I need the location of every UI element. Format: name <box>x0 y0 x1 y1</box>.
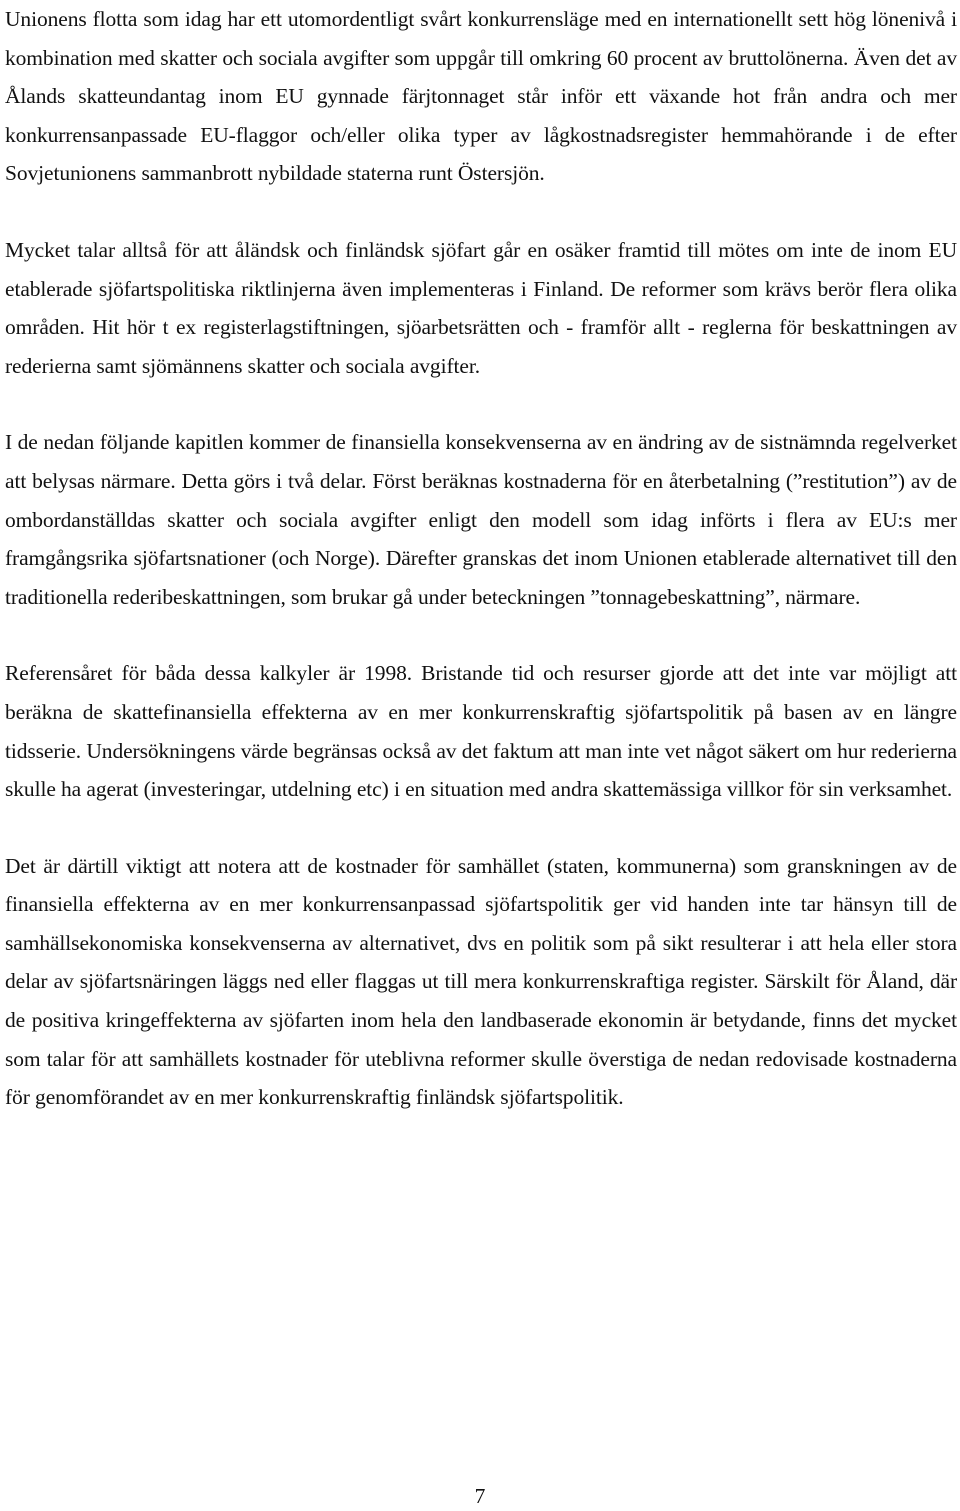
page-number: 7 <box>474 1484 486 1508</box>
paragraph-4: Referensåret för båda dessa kalkyler är 1998. Bristande tid och resurser gjorde att det inte var möjligt att beräkna de skattefinansiella effekterna av en mer konkurrenskraftig sjöfartspolitik på basen av en längre tidsserie. Undersökningens värde begränsas också av det faktum att man inte vet något säkert om hur rederierna skulle ha agerat (investeringar, utdelning etc) i en situation med andra skattemässiga villkor för sin verksamhet. <box>5 661 957 802</box>
document-body <box>5 0 957 1155</box>
paragraph-2: Mycket talar alltså för att åländsk och finländsk sjöfart går en osäker framtid till mötes om inte de inom EU etablerade sjöfartspolitiska riktlinjerna även implementeras i Finland. De reformer som krävs berör flera olika områden. Hit hör t ex registerlagstiftningen, sjöarbetsrätten och - framför allt - reglerna för beskattningen av rederierna samt sjömännens skatter och sociala avgifter. <box>5 237 957 378</box>
paragraph-1: Unionens flotta som idag har ett utomordentligt svårt konkurrensläge med en internationellt sett hög lönenivå i kombination med skatter och sociala avgifter som uppgår till omkring 60 procent av bruttolönerna. Även det av Ålands skatteundantag inom EU gynnade färjtonnaget står inför ett växande hot från andra och mer konkurrensanpassade EU-flaggor och/eller olika typer av lågkostnadsregister hemmahörande i de efter Sovjetunionens sammanbrott nybildade staterna runt Östersjön. <box>5 7 957 186</box>
paragraph-5: Det är därtill viktigt att notera att de kostnader för samhället (staten, kommunerna) som granskningen av de finansiella effekterna av en mer konkurrensanpassad sjöfartspolitik ger vid handen inte tar hänsyn till de samhällsekonomiska konsekvenserna av alternativet, dvs en politik som på sikt resulterar i att hela eller stora delar av sjöfartsnäringen läggs ned eller flaggas ut till mera konkurrenskraftiga register. Särskilt för Åland, där de positiva kringeffekterna av sjöfarten inom hela den landbaserade ekonomin är betydande, finns det mycket som talar för att samhällets kostnader för uteblivna reformer skulle överstiga de nedan redovisade kostnaderna för genomförandet av en mer konkurrenskraftig finländsk sjöfartspolitik. <box>5 853 957 1110</box>
paragraph-3: I de nedan följande kapitlen kommer de finansiella konsekvenserna av en ändring av de sistnämnda regelverket att belysas närmare. Detta görs i två delar. Först beräknas kostnaderna för en återbetalning (”restitution”) av de ombordanställdas skatter och sociala avgifter enligt den modell som idag införts i flera av EU:s mer framgångsrika sjöfartsnationer (och Norge). Därefter granskas det inom Unionen etablerade alternativet till den traditionella rederibeskattningen, som brukar gå under beteckningen ”tonnagebeskattning”, närmare. <box>5 430 957 609</box>
